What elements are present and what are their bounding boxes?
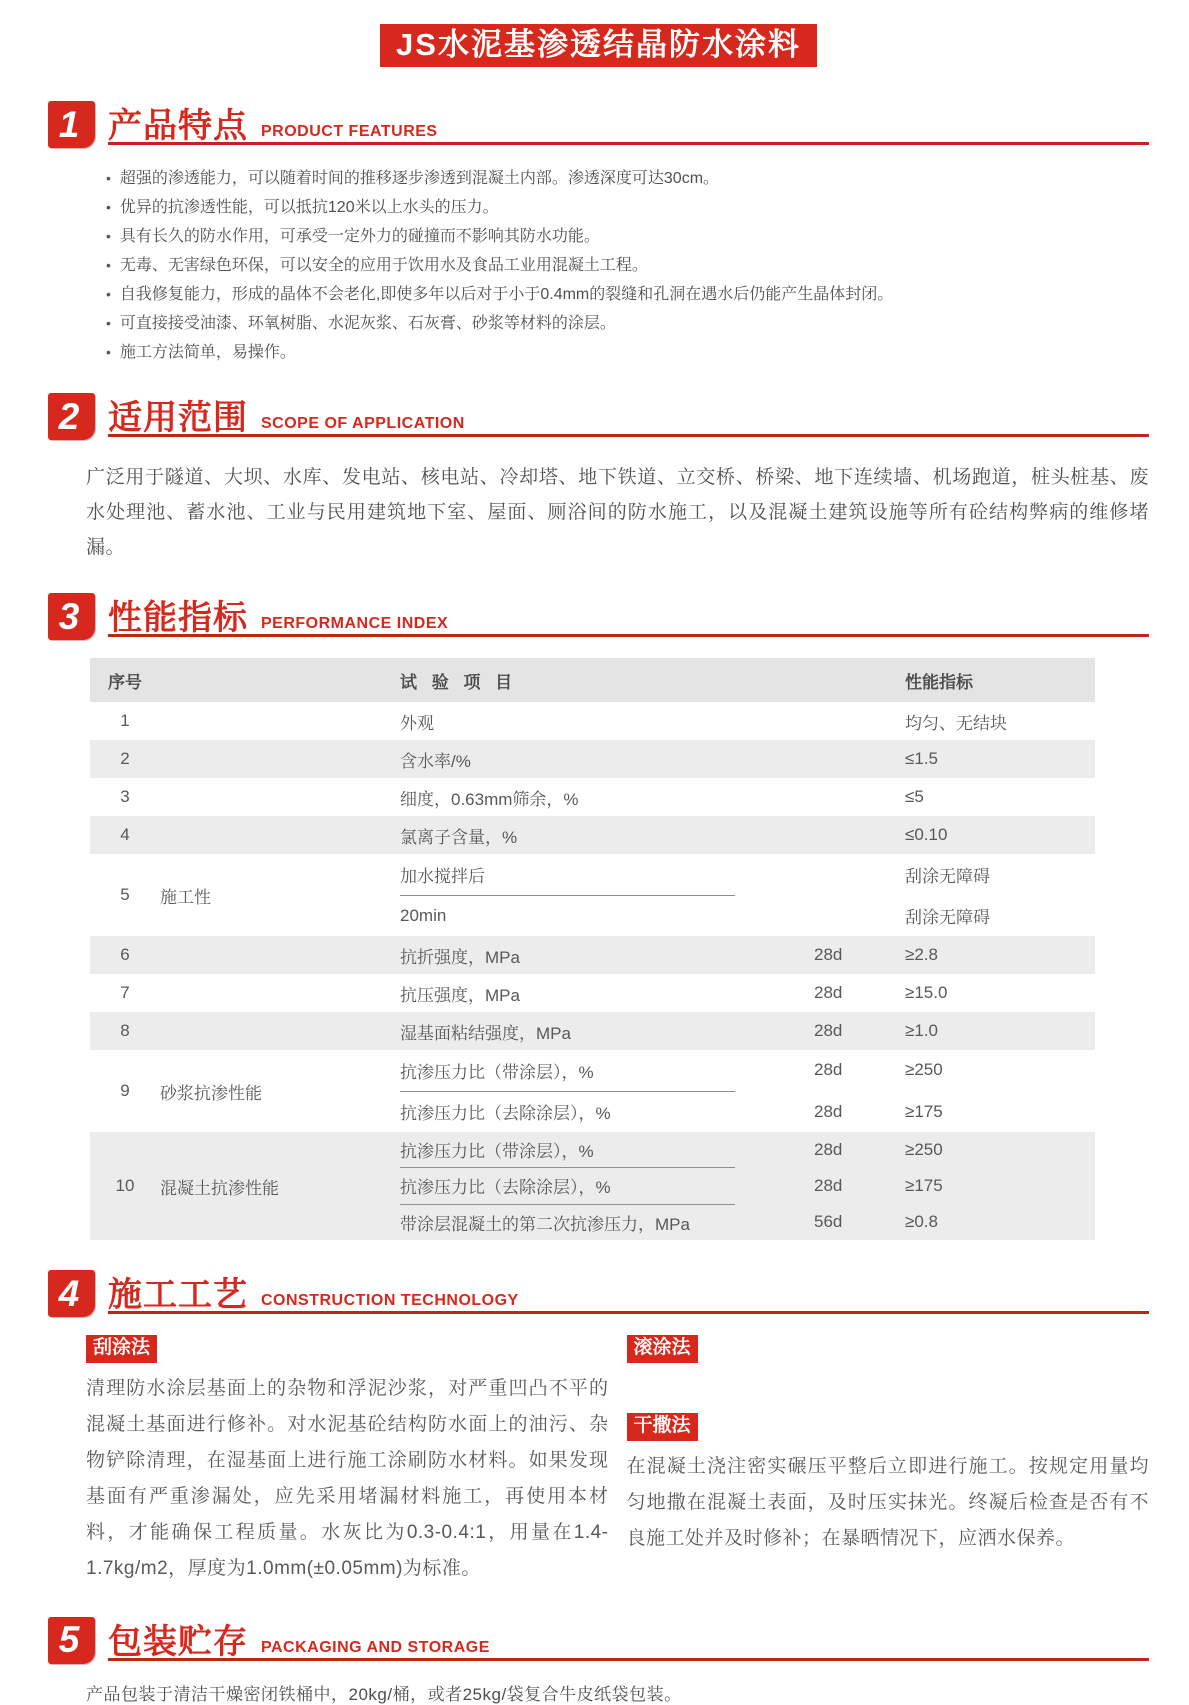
cell-index: ≥175: [905, 1101, 943, 1121]
section-title-en: SCOPE OF APPLICATION: [261, 415, 465, 432]
cell-no: 9: [120, 1081, 130, 1100]
cell-index: 均匀、无结块: [905, 713, 1007, 733]
cell-item: 氯离子含量，%: [400, 827, 518, 847]
cell-item: 抗渗压力比（带涂层），%: [400, 1062, 594, 1082]
cell-item: 抗渗压力比（去除涂层），%: [400, 1178, 611, 1198]
performance-table: [90, 658, 1095, 1240]
cell-item: 加水搅拌后: [400, 866, 485, 886]
cell-age: 28d: [814, 1139, 843, 1159]
method-text-dry: 在混凝土浇注密实碾压平整后立即进行施工。按规定用量均匀地撒在混凝土表面，及时压实抹光。终凝后检查是否有不良施工处并及时修补；在暴晒情况下，应洒水保养。: [626, 1455, 1149, 1549]
section-rule: [108, 393, 1149, 437]
list-item: [106, 164, 1149, 193]
cell-no: 10: [115, 1176, 135, 1195]
list-item: [106, 280, 1149, 309]
cell-age: 28d: [814, 983, 843, 1002]
section-title-en: PERFORMANCE INDEX: [261, 615, 449, 632]
table-row: [90, 1132, 1095, 1240]
section-heading-construction: [48, 1270, 1149, 1317]
cell-age: 28d: [814, 1101, 843, 1121]
feature-text: 具有长久的防水作用，可承受一定外力的碰撞而不影响其防水功能。: [119, 228, 600, 245]
cell-no: 8: [120, 1021, 130, 1040]
section-heading-scope: [48, 393, 1149, 440]
bullet-icon: •: [106, 344, 111, 360]
cell-index: ≥15.0: [905, 983, 948, 1002]
cell-no: 4: [120, 825, 130, 844]
packaging-paragraph: 产品包装于清洁干燥密闭铁桶中，20kg/桶，或者25kg/袋复合牛皮纸袋包装。: [86, 1684, 682, 1704]
section-title-en: PACKAGING AND STORAGE: [261, 1638, 490, 1656]
header-index: 性能指标: [905, 672, 973, 692]
scope-paragraph: 广泛用于隧道、大坝、水库、发电站、核电站、冷却塔、地下铁道、立交桥、桥梁、地下连续墙、机场跑道，桩头桩基、废水处理池、蓄水池、工业与民用建筑地下室、屋面、厕浴间的防水施工，以及混凝土建筑设施等所有砼结构弊病的维修堵漏。: [86, 467, 1149, 558]
page-title: JS水泥基渗透结晶防水涂料: [380, 24, 817, 67]
section-title-zh: 产品特点: [108, 106, 248, 145]
feature-text: 可直接接受油漆、环氧树脂、水泥灰浆、石灰膏、砂浆等材料的涂层。: [119, 315, 616, 332]
table-header-row: [90, 658, 1095, 702]
cell-index: ≥1.0: [905, 1021, 938, 1040]
cell-index: ≥0.8: [905, 1212, 938, 1232]
cell-no: 3: [120, 787, 130, 806]
section-rule: [108, 101, 1149, 145]
section-title-zh: 施工工艺: [108, 1275, 248, 1314]
header-no: 序号: [108, 672, 142, 692]
list-item: [106, 338, 1149, 367]
bullet-icon: •: [106, 286, 111, 302]
list-item: [106, 251, 1149, 280]
bullet-icon: •: [106, 228, 111, 244]
cell-item: 抗折强度，MPa: [400, 947, 520, 967]
cell-item: 含水率/%: [400, 751, 471, 771]
table-row: [90, 778, 1095, 816]
table-row: [90, 702, 1095, 740]
table-row: [90, 854, 1095, 936]
cell-age: 28d: [814, 945, 843, 964]
method-label-dry: 干撒法: [627, 1413, 698, 1441]
cell-no: 7: [120, 983, 130, 1002]
section-rule: [108, 1617, 1149, 1661]
section-number-badge: 3: [48, 593, 95, 640]
construction-methods: [86, 1335, 1149, 1587]
section-rule: [108, 1270, 1149, 1314]
list-item: [106, 222, 1149, 251]
cell-category: [160, 816, 395, 854]
section-number-badge: 2: [48, 393, 95, 440]
cell-item: 20min: [400, 905, 447, 925]
cell-age: 28d: [814, 1021, 843, 1040]
cell-index: ≤5: [905, 787, 924, 806]
table-row: [90, 974, 1095, 1012]
cell-category: 混凝土抗渗性能: [160, 1178, 279, 1198]
section-number-badge: 1: [48, 101, 95, 148]
section-rule: [108, 593, 1149, 637]
feature-text: 自我修复能力，形成的晶体不会老化,即使多年以后对于小于0.4mm的裂缝和孔洞在遇水后仍能产生晶体封闭。: [119, 286, 894, 303]
spacer: [627, 1371, 1150, 1413]
section-title-zh: 性能指标: [108, 598, 248, 637]
section-heading-packaging: [48, 1617, 1149, 1664]
section-heading-performance: [48, 593, 1149, 640]
table-row: [90, 1012, 1095, 1050]
feature-text: 优异的抗渗透性能，可以抵抗120米以上水头的压力。: [119, 199, 499, 216]
cell-item: 抗渗压力比（去除涂层），%: [400, 1104, 611, 1124]
cell-no: 6: [120, 945, 130, 964]
table-row: [90, 740, 1095, 778]
section-title-en: CONSTRUCTION TECHNOLOGY: [261, 1292, 519, 1309]
cell-category: [160, 936, 395, 974]
cell-item: 细度，0.63mm筛余，%: [400, 789, 579, 809]
cell-item: 带涂层混凝土的第二次抗渗压力，MPa: [400, 1214, 690, 1234]
method-label-roll: 滚涂法: [627, 1335, 698, 1363]
table-row: [90, 816, 1095, 854]
list-item: [106, 193, 1149, 222]
cell-index: ≥250: [905, 1139, 943, 1159]
cell-no: 2: [120, 749, 130, 768]
section-heading-features: [48, 101, 1149, 148]
list-item: [106, 309, 1149, 338]
bullet-icon: •: [106, 199, 111, 215]
method-text-scrape: 清理防水涂层基面上的杂物和浮泥沙浆，对严重凹凸不平的混凝土基面进行修补。对水泥基砼结构防水面上的油污、杂物铲除清理，在湿基面上进行施工涂刷防水材料。如果发现基面有严重渗漏处，应先采用堵漏材料施工，再使用本材料，才能确保工程质量。水灰比为0.3-0.4:1，用量在1.4-1.7kg/m2，厚度为1.0mm(±0.05mm)为标准。: [86, 1377, 609, 1579]
feature-list: [106, 164, 1149, 367]
cell-index: ≤0.10: [905, 825, 948, 844]
cell-age: 28d: [814, 1060, 843, 1080]
feature-text: 施工方法简单，易操作。: [119, 344, 296, 361]
bullet-icon: •: [106, 315, 111, 331]
header-item: 试 验 项 目: [400, 672, 518, 692]
cell-category: 砂浆抗渗性能: [160, 1083, 262, 1103]
cell-item: 湿基面粘结强度，MPa: [400, 1023, 571, 1043]
method-label-scrape: 刮涂法: [86, 1335, 157, 1363]
cell-age: 28d: [814, 1175, 843, 1195]
cell-item: 抗渗压力比（带涂层），%: [400, 1142, 594, 1162]
section-number-badge: 5: [48, 1617, 95, 1664]
cell-no: 5: [120, 885, 130, 904]
bullet-icon: •: [106, 170, 111, 186]
cell-age: 56d: [814, 1212, 843, 1232]
cell-index: 刮涂无障碍: [905, 866, 990, 886]
cell-category: [160, 778, 395, 816]
section-number-badge: 4: [48, 1270, 95, 1317]
section-title-en: PRODUCT FEATURES: [261, 123, 438, 140]
header-spacer: [160, 658, 395, 702]
feature-text: 无毒、无害绿色环保，可以安全的应用于饮用水及食品工业用混凝土工程。: [119, 257, 648, 274]
cell-item: 抗压强度，MPa: [400, 985, 520, 1005]
cell-category: [160, 740, 395, 778]
cell-index: ≤1.5: [905, 749, 938, 768]
feature-text: 超强的渗透能力，可以随着时间的推移逐步渗透到混凝土内部。渗透深度可达30cm。: [119, 170, 720, 187]
table-row: [90, 936, 1095, 974]
cell-item: 外观: [400, 713, 434, 733]
cell-index: ≥175: [905, 1175, 943, 1195]
cell-index: 刮涂无障碍: [905, 908, 990, 928]
section-title-zh: 包装贮存: [108, 1622, 248, 1661]
cell-no: 1: [120, 711, 130, 730]
section-title-zh: 适用范围: [108, 398, 248, 437]
bullet-icon: •: [106, 257, 111, 273]
cell-category: [160, 1012, 395, 1050]
method-column-right: [627, 1335, 1150, 1587]
cell-category: [160, 974, 395, 1012]
cell-category: [160, 702, 395, 740]
method-column-left: [86, 1335, 609, 1587]
table-row: [90, 1050, 1095, 1132]
cell-index: ≥250: [905, 1060, 943, 1080]
cell-index: ≥2.8: [905, 945, 938, 964]
cell-category: 施工性: [160, 887, 211, 907]
